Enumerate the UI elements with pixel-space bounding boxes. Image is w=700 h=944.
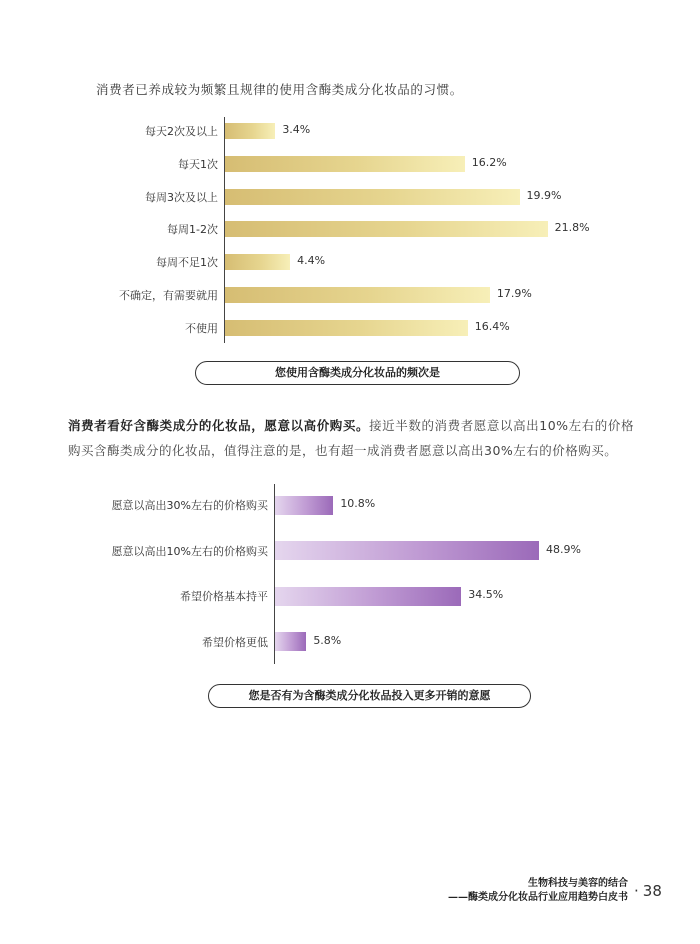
bar-label: 希望价格基本持平 bbox=[180, 590, 268, 603]
page-number-dot: · bbox=[634, 882, 639, 900]
bar-label: 每天1次 bbox=[178, 157, 218, 171]
paragraph-lead: 消费者看好含酶类成分的化妆品，愿意以高价购买。 bbox=[68, 418, 370, 433]
bar-value-label: 3.4% bbox=[282, 123, 311, 136]
footer-subtitle: ——酶类成分化妆品行业应用趋势白皮书 bbox=[448, 892, 628, 903]
bar-label: 不使用 bbox=[185, 321, 218, 335]
bar-label: 不确定，有需要就用 bbox=[119, 289, 218, 302]
bar-value-label: 17.9% bbox=[496, 287, 532, 300]
page-footer bbox=[448, 877, 628, 905]
bar-value-label: 16.2% bbox=[471, 155, 507, 169]
bar-value-label: 34.5% bbox=[468, 588, 504, 601]
bar bbox=[275, 496, 333, 515]
bar-row bbox=[0, 632, 700, 651]
bar-value-label: 21.8% bbox=[554, 221, 590, 235]
chart1-intro-text: 消费者已养成较为频繁且规律的使用含酶类成分化妆品的习惯。 bbox=[96, 82, 463, 97]
bar-value-label: 10.8% bbox=[340, 497, 376, 510]
bar-value-label: 19.9% bbox=[526, 188, 562, 202]
chart1-caption: 您使用含酶类成分化妆品的频次是 bbox=[195, 361, 520, 385]
bar-value-label: 4.4% bbox=[297, 254, 326, 268]
bar-label: 每周3次及以上 bbox=[145, 190, 218, 204]
bar-label: 希望价格更低 bbox=[202, 635, 268, 649]
bar-value-label: 48.9% bbox=[546, 542, 581, 556]
bar-value-label: 5.8% bbox=[313, 633, 342, 647]
bar-row bbox=[0, 541, 700, 560]
bar-label: 每天2次及以上 bbox=[145, 125, 218, 138]
bar-value-label: 16.4% bbox=[474, 319, 510, 333]
bar bbox=[275, 587, 461, 606]
bar-label: 愿意以高出30%左右的价格购买 bbox=[111, 499, 268, 512]
bar-row bbox=[0, 587, 700, 606]
bar-row bbox=[0, 496, 700, 515]
bar-label: 愿意以高出10%左右的价格购买 bbox=[111, 544, 268, 558]
footer-title: 生物科技与美容的结合 bbox=[528, 878, 628, 889]
bar bbox=[275, 632, 306, 651]
bar-label: 每周1-2次 bbox=[167, 223, 218, 237]
bar bbox=[275, 541, 539, 560]
bar-label: 每周不足1次 bbox=[156, 256, 218, 270]
page-number-value: 38 bbox=[642, 882, 662, 900]
paragraph-body: 接近半数的消费者愿意以高出10%左右的价格购买含酶类成分的化妆品，值得注意的是，也有超一成消费者愿意以高出30%左右的价格购买。 bbox=[68, 418, 634, 458]
page-number bbox=[634, 882, 662, 900]
chart2-caption: 您是否有为含酶类成分化妆品投入更多开销的意愿 bbox=[208, 684, 531, 708]
